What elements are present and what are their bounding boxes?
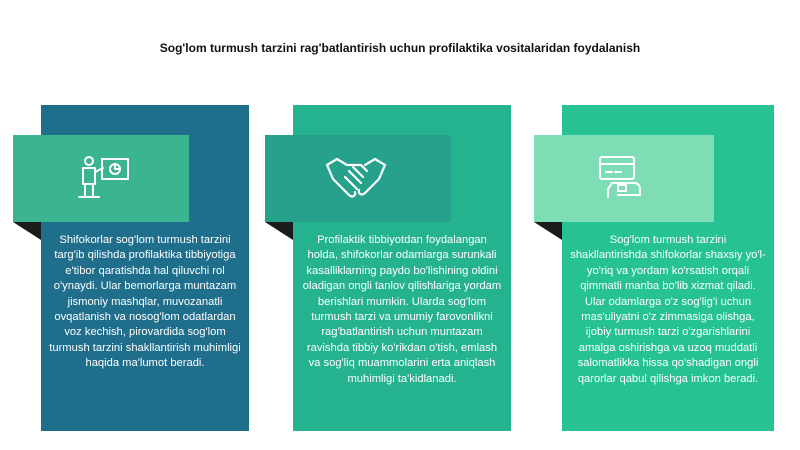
card-2-text: Profilaktik tibbiyotdan foydalangan holda, shifokorlar odamlarga surunkali kasalliklarning paydo bo'lishining oldini oladigan ongli tanlov qilishlariga yordam berishlari mumkin. Ularda sog'lom turmush tarzi va umumiy farovonlikni rag'batlantirish uchun muntazam ravishda tibbiy ko'rikdan o'tish, emlash va sog'liq muammolarini erta aniqlash muhimligi ta'kidlanadi. [302,234,502,385]
page-title: Sog'lom turmush tarzini rag'batlantirish uchun profilaktika vositalaridan foydalanish [159,41,641,55]
card-3-banner [534,135,714,222]
card-2-banner [265,135,451,222]
card-1-fold [13,222,41,240]
payment-icon [596,155,652,201]
card-1-banner [13,135,189,222]
card-3-fold [534,222,562,240]
card-2-fold [265,222,293,240]
card-3-text: Sog'lom turmush tarzini shakllantirishda shifokorlar shaxsiy yo'l-yo'riq va yordam ko'rsatish orqali qimmatli manba bo'lib xizmat qiladi. Ular odamlarga o'z sog'lig'i uchun mas'uliyatni o'z zimmasiga olishga, ijobiy turmush tarzi o'zgarishlarini amalga oshirishga va uzoq muddatli salomatlikka hissa qo'shadigan ongli qarorlar qabul qilishga imkon beradi. [570,234,766,385]
presentation-icon [75,155,135,205]
handshake-icon [325,155,387,201]
card-1-text: Shifokorlar sog'lom turmush tarzini targ'ib qilishda profilaktika tibbiyotiga e'tibor qaratishda hal qiluvchi rol o'ynaydi. Ular bemorlarga muntazam jismoniy mashqlar, muvozanatli ovqatlanish va nosog'lom odatlardan voz kechish, pirovardida sog'lom turmush tarzini shakllantirish muhimligi haqida ma'lumot beradi. [49,234,241,370]
